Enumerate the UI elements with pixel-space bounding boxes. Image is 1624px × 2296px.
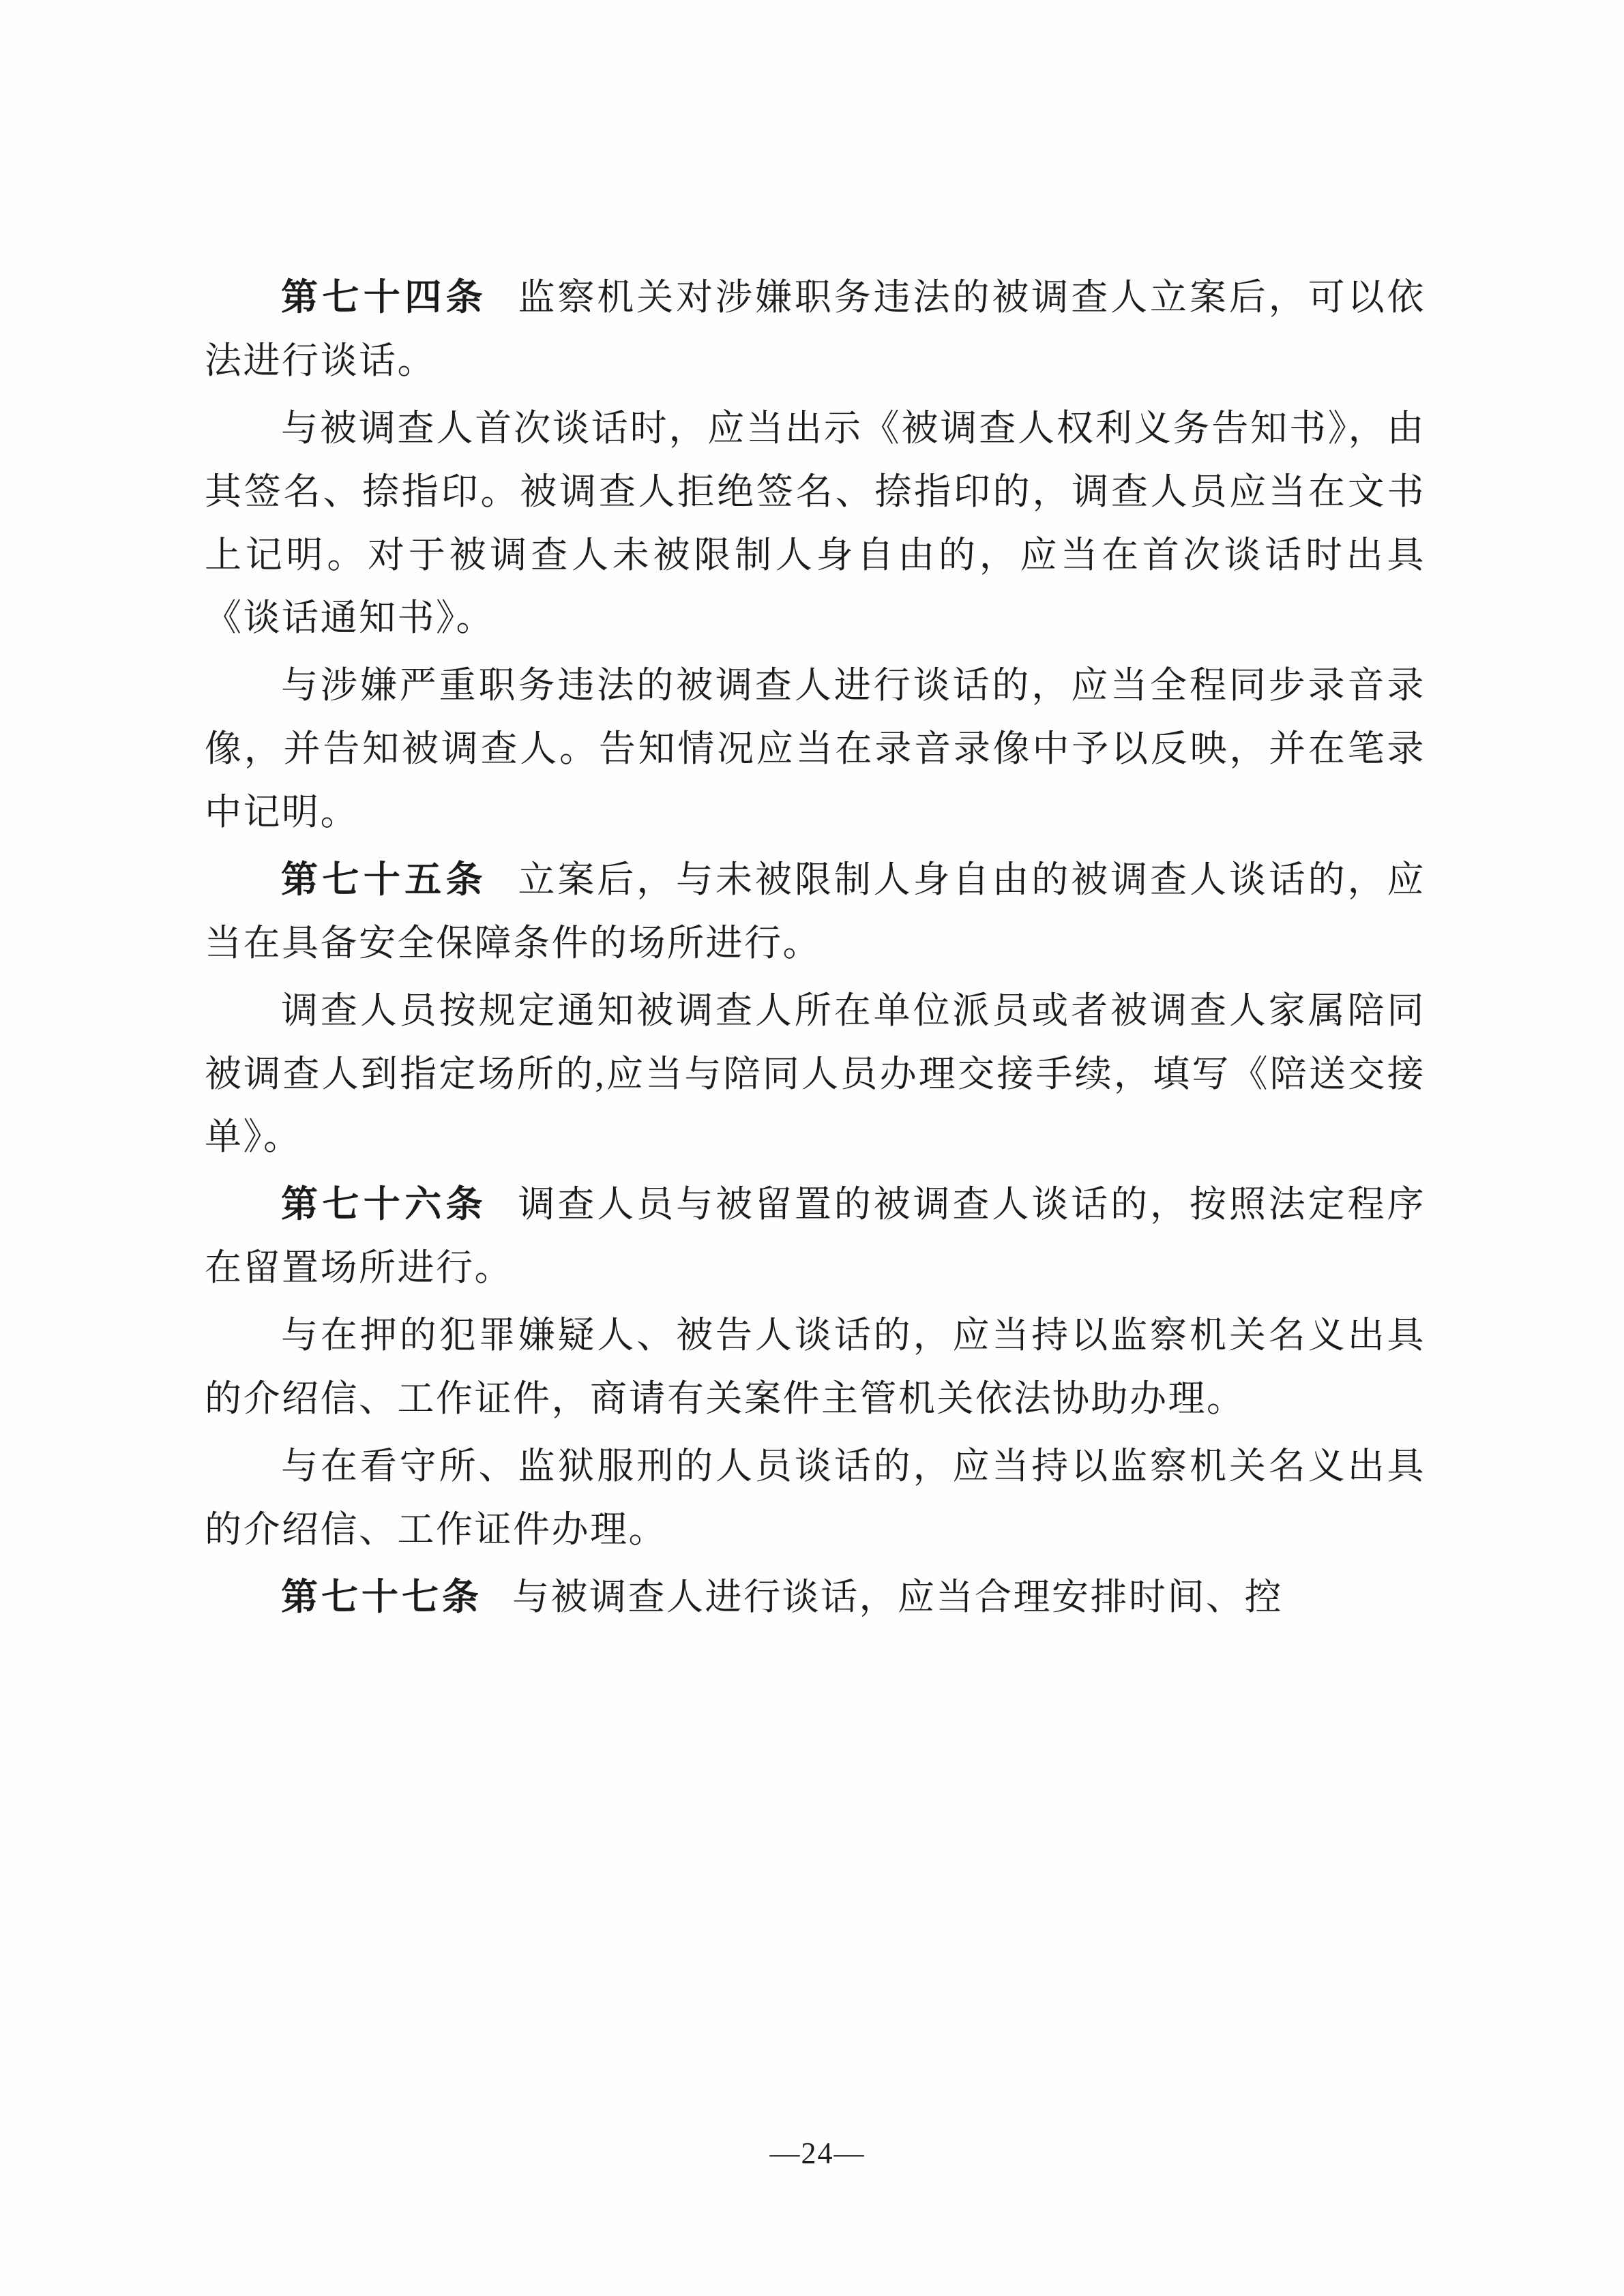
paragraph [205,979,1426,1169]
paragraph-text: 与被调查人进行谈话，应当合理安排时间、控 [512,1576,1283,1617]
paragraph [205,1566,1426,1629]
paragraph [205,1435,1426,1562]
article-number: 第七十七条 [281,1576,482,1617]
page-footer [0,2136,1624,2171]
paragraph [205,848,1426,975]
paragraph-text: 调查人员按规定通知被调查人所在单位派员或者被调查人家属陪同被调查人到指定场所的,应当与陪同人员办理交接手续，填写《陪送交接单》。 [205,989,1426,1158]
article-number: 第七十五条 [281,859,488,900]
paragraph-text: 与在押的犯罪嫌疑人、被告人谈话的，应当持以监察机关名义出具的介绍信、工作证件，商请有关案件主管机关依法协助办理。 [205,1315,1426,1419]
paragraph-text: 与涉嫌严重职务违法的被调查人进行谈话的，应当全程同步录音录像，并告知被调查人。告知情况应当在录音录像中予以反映，并在笔录中记明。 [205,665,1426,833]
document-body [205,266,1426,1632]
paragraph [205,654,1426,844]
paragraph-text: 监察机关对涉嫌职务违法的被调查人立案后，可以依法进行谈话。 [205,277,1426,381]
article-number: 第七十四条 [281,277,488,318]
page-number: —24— [769,2136,866,2170]
paragraph-text: 立案后，与未被限制人身自由的被调查人谈话的，应当在具备安全保障条件的场所进行。 [205,859,1426,964]
paragraph-text: 与被调查人首次谈话时，应当出示《被调查人权利义务告知书》，由其签名、捺指印。被调查人拒绝签名、捺指印的，调查人员应当在文书上记明。对于被调查人未被限制人身自由的，应当在首次谈话时出具《谈话通知书》。 [205,407,1426,639]
paragraph [205,1304,1426,1431]
paragraph-text: 与在看守所、监狱服刑的人员谈话的，应当持以监察机关名义出具的介绍信、工作证件办理。 [205,1445,1426,1550]
article-number: 第七十六条 [281,1184,488,1225]
paragraph [205,397,1426,651]
paragraph-text: 调查人员与被留置的被调查人谈话的，按照法定程序在留置场所进行。 [205,1184,1426,1289]
paragraph [205,1173,1426,1300]
paragraph [205,266,1426,393]
